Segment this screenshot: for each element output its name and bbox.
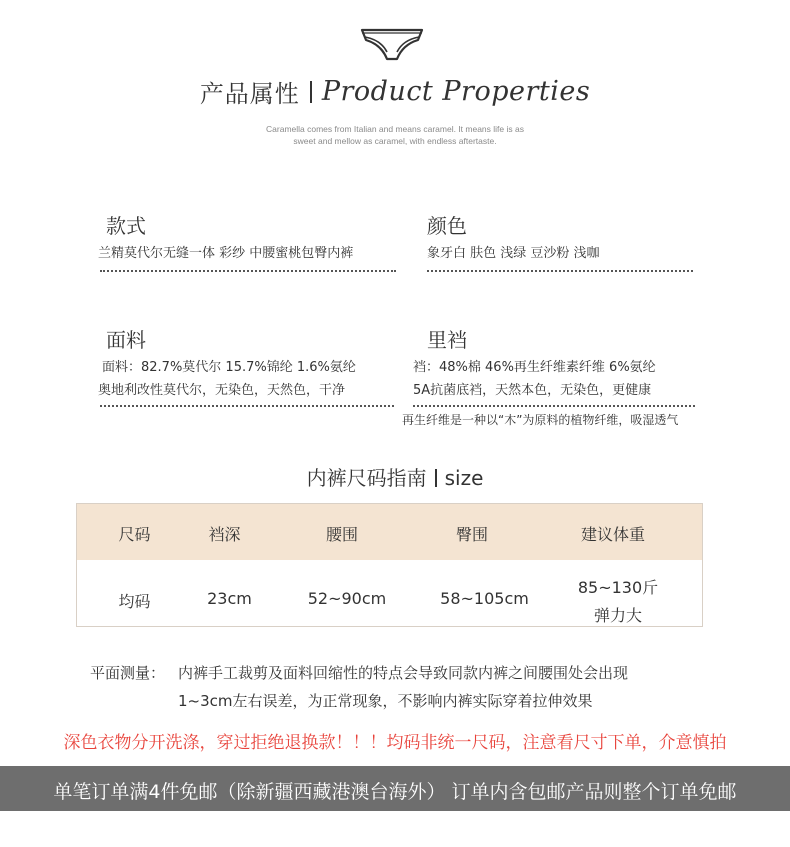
header-hip: 臀围: [455, 525, 488, 544]
shipping-banner-text: 单笔订单满4件免邮（除新疆西藏港澳台海外） 订单内含包邮产品则整个订单免邮: [53, 781, 737, 803]
header-weight: 建议体重: [580, 525, 645, 544]
measurement-line-2: 1~3cm左右误差，为正常现象，不影响内裤实际穿着拉伸效果: [178, 692, 593, 710]
crotch-divider: [413, 405, 695, 407]
crotch-note: 再生纤维是一种以“木”为原料的植物纤维，吸湿透气: [402, 413, 679, 427]
crotch-heading: 里裆: [427, 328, 467, 352]
title-english: Product Properties: [321, 76, 591, 107]
crotch-line-2: 5A抗菌底裆，天然本色，无染色，更健康: [413, 383, 652, 398]
cell-elasticity: 弹力大: [593, 606, 642, 625]
size-guide-title-en: size: [444, 466, 484, 490]
color-heading: 颜色: [427, 214, 467, 238]
fabric-line-2: 奥地利改性莫代尔，无染色，天然色，干净: [98, 383, 346, 398]
header-rise: 裆深: [208, 525, 241, 544]
tagline-line-2: sweet and mellow as caramel, with endless aftertaste.: [293, 136, 497, 146]
crotch-line-1: 裆：48%棉 46%再生纤维素纤维 6%氨纶: [413, 360, 656, 375]
style-value: 兰精莫代尔无缝一体 彩纱 中腰蜜桃包臀内裤: [98, 246, 354, 261]
style-heading: 款式: [106, 214, 146, 238]
fabric-divider: [100, 405, 394, 407]
fabric-line-1: 面料：82.7%莫代尔 15.7%锦纶 1.6%氨纶: [102, 360, 356, 375]
title-chinese: 产品属性: [199, 80, 300, 108]
cell-waist: 52~90cm: [307, 589, 387, 608]
measurement-label: 平面测量：: [90, 664, 166, 682]
size-guide-divider: [435, 469, 437, 487]
cell-weight: 85~130斤: [577, 578, 659, 597]
care-warning: 深色衣物分开洗涤，穿过拒绝退换款！！！均码非统一尺码，注意看尺寸下单，介意慎拍: [63, 733, 727, 753]
color-divider: [427, 270, 693, 272]
style-divider: [100, 270, 396, 272]
shipping-banner: [0, 766, 790, 811]
tagline-line-1: Caramella comes from Italian and means caramel. It means life is as: [266, 124, 524, 134]
color-value: 象牙白 肤色 浅绿 豆沙粉 浅咖: [427, 246, 600, 261]
fabric-heading: 面料: [106, 328, 146, 352]
measurement-line-1: 内裤手工裁剪及面料回缩性的特点会导致同款内裤之间腰围处会出现: [178, 664, 629, 682]
title-divider: [310, 81, 312, 103]
cell-rise: 23cm: [207, 589, 252, 608]
header-size: 尺码: [118, 525, 151, 544]
size-guide-title-cn: 内裤尺码指南: [306, 466, 427, 490]
page-title: [0, 74, 790, 109]
underwear-icon: [356, 24, 428, 64]
size-guide-title: [0, 462, 790, 491]
cell-hip: 58~105cm: [440, 589, 529, 608]
size-table: [76, 503, 703, 627]
cell-size: 均码: [118, 592, 151, 611]
header-waist: 腰围: [325, 525, 358, 544]
